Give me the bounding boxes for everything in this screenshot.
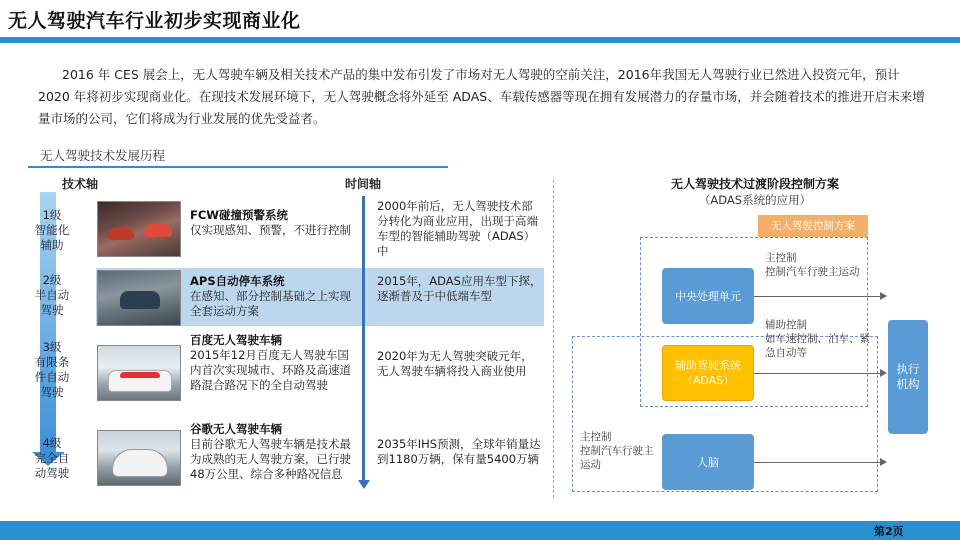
- aps-photo: [97, 270, 181, 326]
- item-3-title: 百度无人驾驶车辆: [190, 333, 282, 347]
- item-2-time: 2015年，ADAS应用车型下探，逐渐普及于中低端车型: [377, 274, 542, 303]
- human-brain-box: 人脑: [662, 434, 754, 490]
- history-title: 无人驾驶技术发展历程: [40, 148, 166, 163]
- item-1-time: 2000年前后，无人驾驶技术部分转化为商业应用，出现于高端车型的智能辅助驾驶（ADAS）中: [377, 199, 538, 258]
- item-1-title: FCW碰撞预警系统: [190, 208, 288, 222]
- control-scheme-tab: 无人驾驶控制方案: [758, 215, 868, 237]
- cpu-arrow-head: [880, 292, 887, 300]
- page-title: 无人驾驶汽车行业初步实现商业化: [8, 10, 301, 32]
- item-3-time: 2020年为无人驾驶突破元年，无人驾驶车辆将投入商业使用: [377, 349, 533, 378]
- tech-axis-label: 技术轴: [62, 177, 99, 191]
- human-arrow-head: [880, 458, 887, 466]
- section-divider: [553, 180, 554, 498]
- adas-to-actuator-line: [754, 373, 880, 374]
- aux-control-label: 辅助控制 如车速控制、泊车、紧急自动等: [765, 319, 870, 359]
- cpu-box: 中央处理单元: [662, 268, 754, 324]
- level-2: 2级 半自动 驾驶: [34, 273, 70, 317]
- level-3: 3级 有限条 件自动 驾驶: [34, 340, 70, 399]
- diagram-subtitle: （ADAS系统的应用）: [698, 193, 812, 207]
- intro-paragraph: 2016 年 CES 展会上，无人驾驶车辆及相关技术产品的集中发布引发了市场对无人驾驶的空前关注，2016年我国无人驾驶行业已然进入投资元年，预计2020 年将初步实现商业化。在现技术发展环境下，无人驾驶概念将外延至 ADAS、车载传感器等现在拥有发展潜力的存量市场，并会随着技术的推进开启未来增量市场的公司，它们将成为行业发展的优先受益者。: [38, 67, 925, 126]
- header-bar: [0, 37, 960, 43]
- item-4-time: 2035年IHS预测，全球年销量达到1180万辆，保有量5400万辆: [377, 437, 541, 466]
- cpu-to-actuator-line: [754, 296, 880, 297]
- actuator-box: 执行 机构: [888, 320, 928, 434]
- footer-bar: [0, 521, 960, 540]
- item-2-desc: 在感知、部分控制基础之上实现全套运动方案: [190, 289, 351, 318]
- history-title-underline: [28, 166, 448, 168]
- human-control-label: 主控制 控制汽车行驶主运动: [580, 431, 654, 471]
- adas-box: 辅助驾驶系统 （ADAS）: [662, 345, 754, 401]
- item-4-title: 谷歌无人驾驶车辆: [190, 422, 282, 436]
- time-axis-arrow: [362, 196, 365, 482]
- human-to-actuator-line: [754, 462, 880, 463]
- main-control-label: 主控制 控制汽车行驶主运动: [765, 252, 860, 278]
- google-car-photo: [97, 430, 181, 486]
- level-1: 1级 智能化 辅助: [34, 208, 70, 252]
- time-axis-label: 时间轴: [345, 177, 382, 191]
- fcw-photo: [97, 201, 181, 257]
- adas-arrow-head: [880, 369, 887, 377]
- item-4-desc: 目前谷歌无人驾驶车辆是技术最为成熟的无人驾驶方案，已行驶48万公里、综合多种路况信息: [190, 437, 351, 481]
- page-number: 第2页: [874, 525, 904, 538]
- level-4: 4级 完全自 动驾驶: [34, 436, 70, 480]
- baidu-car-photo: [97, 345, 181, 401]
- diagram-title: 无人驾驶技术过渡阶段控制方案: [670, 177, 839, 191]
- item-1-desc: 仅实现感知、预警，不进行控制: [190, 223, 351, 237]
- item-2-title: APS自动停车系统: [190, 274, 285, 288]
- item-3-desc: 2015年12月百度无人驾驶车国内首次实现城市、环路及高速道路混合路况下的全自动驾驶: [190, 348, 351, 392]
